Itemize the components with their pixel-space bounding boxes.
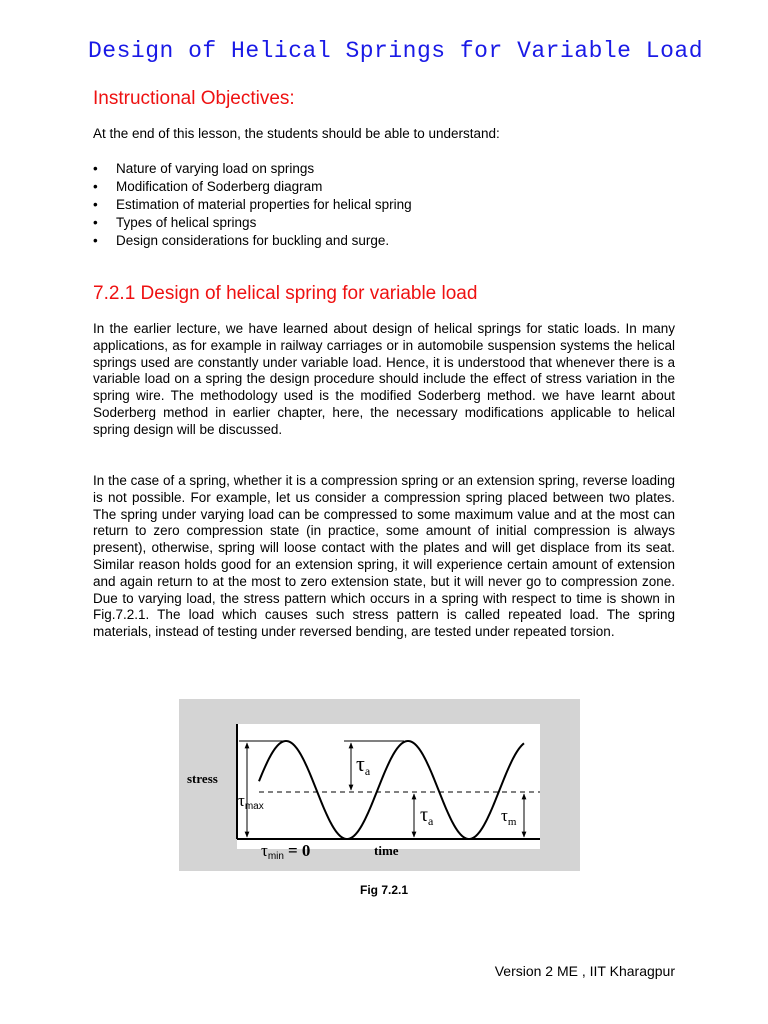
objective-item: • Estimation of material properties for helical spring	[93, 196, 412, 214]
figure-caption: Fig 7.2.1	[359, 883, 409, 897]
tau-a-label-lower: $\tau_a$	[420, 804, 434, 828]
objective-item: • Design considerations for buckling and surge.	[93, 232, 412, 250]
objectives-list	[93, 160, 412, 250]
tau-max-label: τmax	[238, 791, 264, 812]
stress-time-diagram	[179, 699, 580, 871]
section-paragraph: In the earlier lecture, we have learned about design of helical springs for static loads. In many applications, as for example in railway carriages or in automobile suspension systems the helical springs used are constantly under variable load. Hence, it is understood that whenever there is a variable load on a spring the design procedure should include the effect of stress variation in the spring wire. The methodology used is the modified Soderberg method. we have learnt about Soderberg method in earlier chapter, here, the necessary modifications applicable to helical spring design will be discussed.	[93, 321, 675, 437]
objectives-heading: Instructional Objectives:	[93, 88, 295, 109]
tau-a-label-upper: τa	[356, 751, 371, 778]
x-axis-label: time	[374, 843, 399, 858]
objective-item: • Modification of Soderberg diagram	[93, 178, 412, 196]
tau-min-label: τmin = 0	[261, 841, 311, 862]
objective-item: • Types of helical springs	[93, 214, 412, 232]
page-header-title: Design of Helical Springs for Variable Load	[88, 38, 703, 64]
section-paragraph: In the case of a spring, whether it is a compression spring or an extension spring, reverse loading is not possible. For example, let us consider a compression spring placed between two plates. The spring under varying load can be compressed to some maximum value and at the most can return to zero compression state (in practice, some amount of initial compression is always present), otherwise, spring will loose contact with the plates and will get displace from its seat. Similar reason holds good for an extension spring, it will experience certain amount of extension and again return to at the most to zero extension state, but it will never go to compression zone. Due to varying load, the stress pattern which occurs in a spring with respect to time is shown in Fig.7.2.1. The load which causes such stress pattern is called repeated load. The spring materials, instead of testing under reversed bending, are tested under repeated torsion.	[93, 473, 675, 640]
stress-time-figure	[179, 699, 580, 871]
page-footer: Version 2 ME , IIT Kharagpur	[494, 963, 675, 979]
tau-m-label: $\tau_m$	[501, 806, 517, 828]
y-axis-label: stress	[187, 771, 218, 786]
section-heading: 7.2.1 Design of helical spring for variable load	[93, 283, 478, 304]
objectives-intro: At the end of this lesson, the students should be able to understand:	[93, 126, 500, 141]
objective-item: • Nature of varying load on springs	[93, 160, 412, 178]
